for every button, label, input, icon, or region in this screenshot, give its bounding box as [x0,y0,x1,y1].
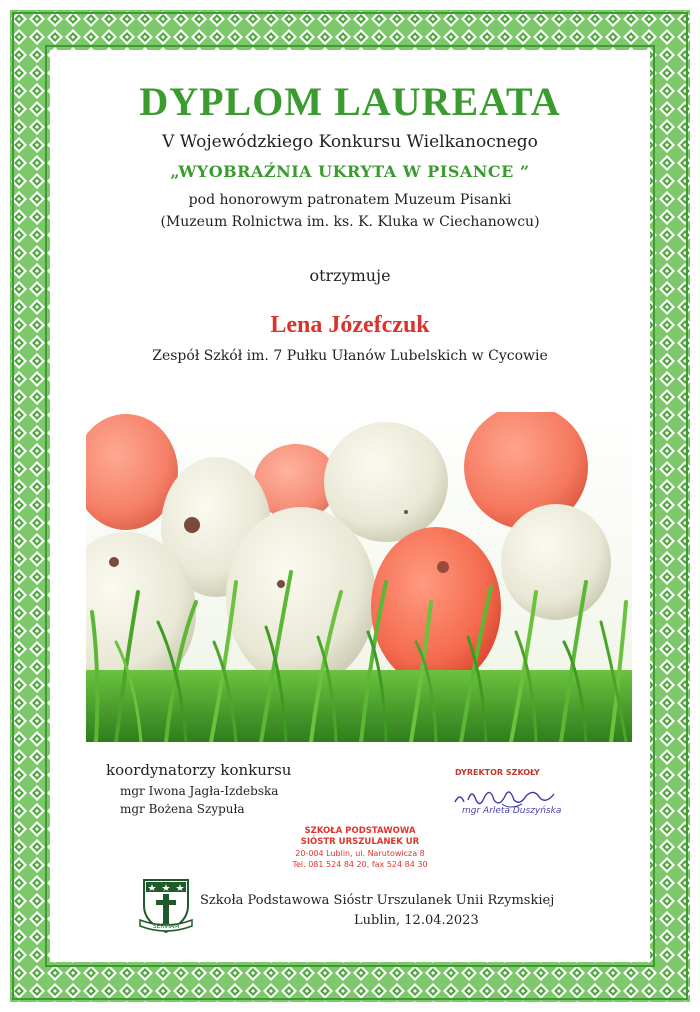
school-logo [138,876,194,936]
diploma-title: DYPLOM LAUREATA [139,79,561,124]
winner-school: Zespół Szkół im. 7 Pułku Ułanów Lubelskich w Cycowie [152,348,548,364]
easter-eggs-photo [86,412,632,742]
contest-name: „WYOBRAŹNIA UKRYTA W PISANCE ” [170,162,530,181]
school-stamp [260,826,460,870]
director-label: DYREKTOR SZKOŁY [455,768,540,777]
place-date: Lublin, 12.04.2023 [354,913,479,928]
receives-text: otrzymuje [309,266,391,285]
patronage-text: pod honorowym patronatem Muzeum Pisanki [188,192,512,208]
museum-text: (Muzeum Rolnictwa im. ks. K. Kluka w Ciechanowcu) [160,214,540,230]
stamp-line: SIÓSTR URSZULANEK UR [300,837,420,847]
winner-name: Lena Józefczuk [270,312,430,338]
diploma-frame [10,10,690,1002]
contest-subtitle: V Wojewódzkiego Konkursu Wielkanocnego [162,132,538,152]
logo-motto: SERVIAM [152,923,180,930]
coordinator-name: mgr Bożena Szypuła [120,802,245,816]
footer-school: Szkoła Podstawowa Sióstr Urszulanek Unii Rzymskiej [200,893,555,908]
coordinator-name: mgr Iwona Jagła-Izdebska [120,784,279,798]
diploma-content [50,50,650,962]
stamp-line: SZKOŁA PODSTAWOWA [304,826,416,836]
coordinators-title: koordynatorzy konkursu [106,761,292,779]
stamp-line: Tel. 081 524 84 20, fax 524 84 30 [292,860,428,869]
stamp-line: 20-004 Lublin, ul. Narutowicza 8 [295,849,425,858]
director-name: mgr Arleta Duszyńska [462,806,562,816]
